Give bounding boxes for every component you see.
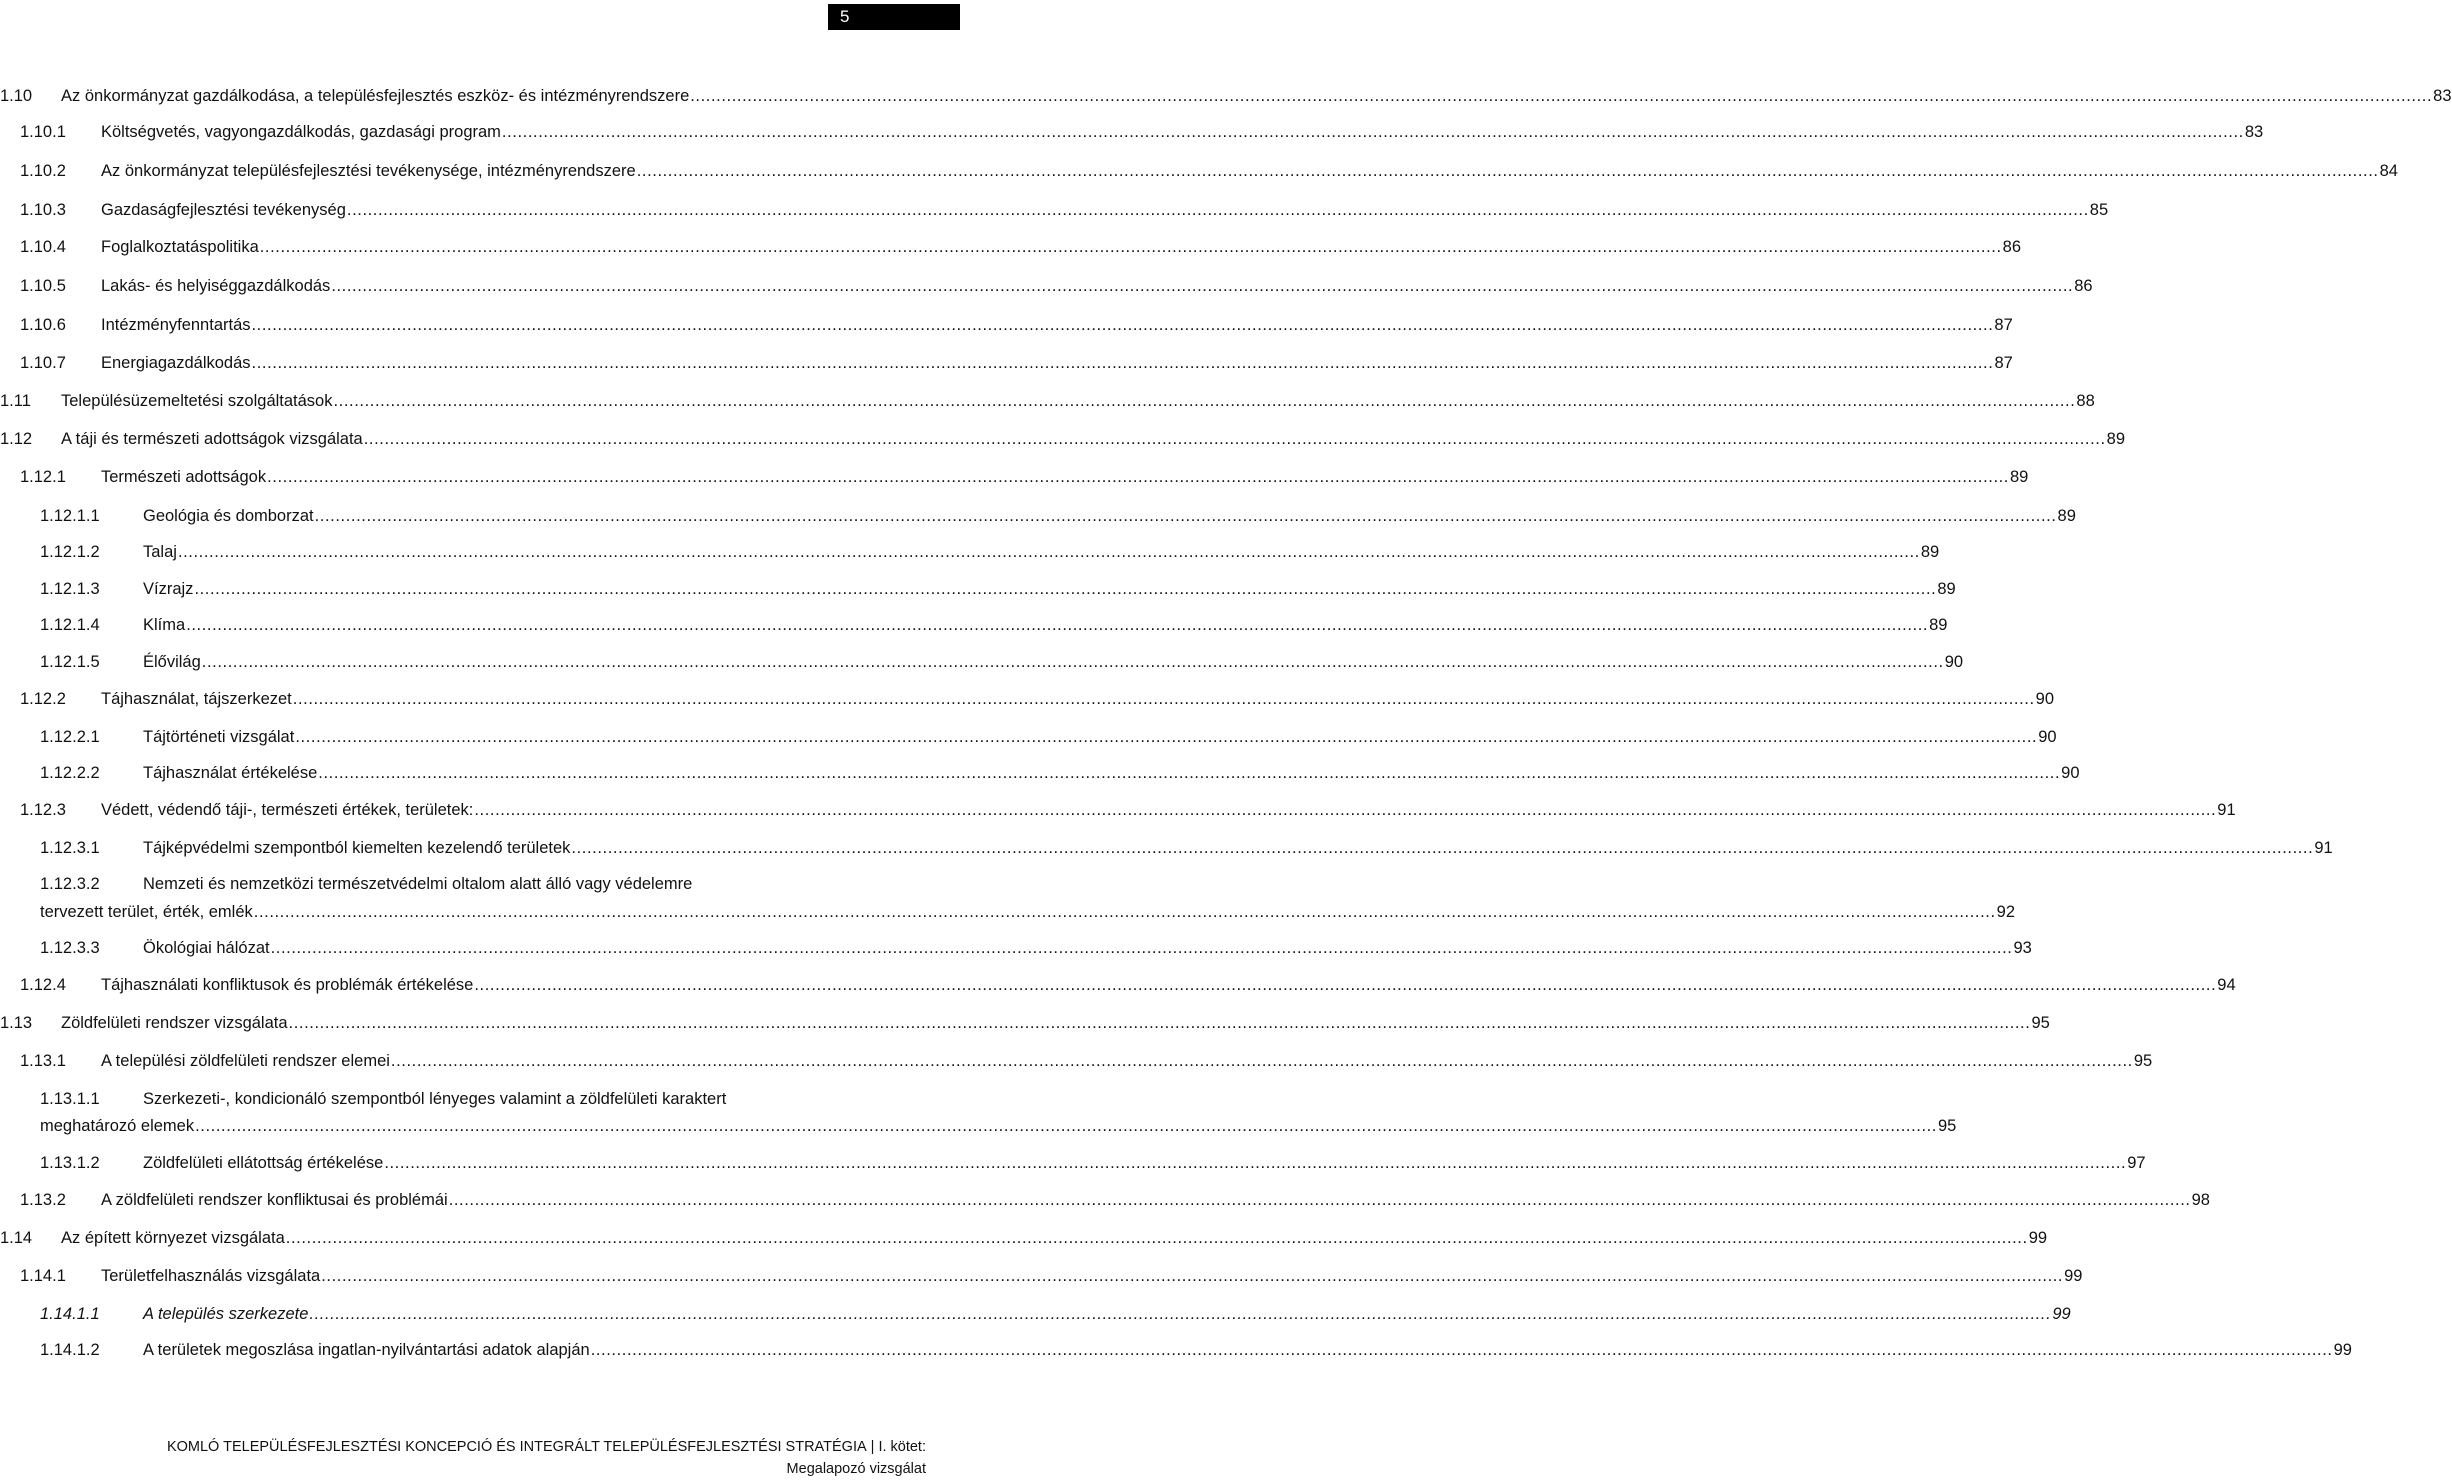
toc-entry-page: 99 xyxy=(2064,1267,2083,1285)
toc-entry-number: 1.14 xyxy=(0,1229,33,1247)
toc-entry-number: 1.12.1.3 xyxy=(40,580,100,598)
dot-leader xyxy=(474,798,2216,822)
dot-leader xyxy=(271,936,2013,960)
toc-entry-title: Élővilág xyxy=(143,653,201,671)
toc-entry-number: 1.12.2.2 xyxy=(40,764,100,782)
dot-leader xyxy=(260,235,2002,259)
toc-entry-page: 87 xyxy=(1994,354,2013,372)
toc-entry[interactable] xyxy=(40,725,2057,749)
toc-entry[interactable] xyxy=(20,798,2236,822)
toc-entry-page: 95 xyxy=(2031,1014,2050,1032)
toc-entry[interactable] xyxy=(40,1338,2352,1362)
toc-entry[interactable] xyxy=(40,577,1956,601)
toc-entry-title: Zöldfelületi ellátottság értékelése xyxy=(143,1154,384,1172)
toc-entry-page: 89 xyxy=(2010,468,2029,486)
dot-leader xyxy=(293,687,2035,711)
dot-leader xyxy=(315,504,2057,528)
dot-leader xyxy=(321,1264,2063,1288)
dot-leader xyxy=(331,274,2073,298)
toc-entry[interactable] xyxy=(20,687,2055,711)
toc-entry-number: 1.12.1 xyxy=(20,468,66,486)
toc-entry-page: 90 xyxy=(2061,764,2080,782)
toc-entry-number: 1.12.3.1 xyxy=(40,839,100,857)
footer-separator: | xyxy=(870,1439,875,1455)
toc-entry-title-continued: tervezett terület, érték, emlék xyxy=(40,903,253,921)
toc-entry-page: 90 xyxy=(2035,690,2055,708)
dot-leader xyxy=(178,540,1920,564)
toc-entry-page: 99 xyxy=(2028,1229,2048,1247)
toc-entry-number: 1.14.1.1 xyxy=(40,1305,100,1323)
toc-entry[interactable] xyxy=(20,120,2264,144)
toc-entry-title: Ökológiai hálózat xyxy=(143,939,270,957)
toc-entry-title: A táji és természeti adottságok vizsgálata xyxy=(61,430,363,448)
footer-document-title: KOMLÓ TELEPÜLÉSFEJLESZTÉSI KONCEPCIÓ ÉS INTEGRÁLT TELEPÜLÉSFEJLESZTÉSI STRATÉGIA xyxy=(166,1439,867,1455)
toc-entry[interactable] xyxy=(40,1114,1957,1138)
toc-entry-title: Az önkormányzat gazdálkodása, a településfejlesztés eszköz- és intézményrendszere xyxy=(61,87,690,105)
toc-entry[interactable] xyxy=(0,84,2452,108)
toc-entry-page: 99 xyxy=(2052,1305,2071,1323)
dot-leader xyxy=(334,389,2076,413)
toc-entry-page: 94 xyxy=(2217,976,2236,994)
dot-leader xyxy=(195,1114,1937,1138)
toc-entry-number: 1.13.1.1 xyxy=(40,1090,100,1108)
dot-leader xyxy=(289,1011,2031,1035)
toc-entry[interactable] xyxy=(40,613,1948,637)
toc-entry-number: 1.12.3.3 xyxy=(40,939,100,957)
dot-leader xyxy=(194,577,1936,601)
toc-entry-title: Foglalkoztatáspolitika xyxy=(101,238,259,256)
toc-entry-page: 83 xyxy=(2433,87,2452,105)
dot-leader xyxy=(267,465,2009,489)
toc-entry[interactable] xyxy=(20,973,2236,997)
toc-entry-number: 1.10 xyxy=(0,87,33,105)
toc-entry-number: 1.13.2 xyxy=(20,1191,66,1209)
toc-entry-wrapped[interactable] xyxy=(40,872,692,896)
toc-entry-number: 1.14.1.2 xyxy=(40,1341,100,1359)
toc-entry-title: Költségvetés, vagyongazdálkodás, gazdasági program xyxy=(101,123,501,141)
toc-entry-title: Klíma xyxy=(143,616,186,634)
dot-leader xyxy=(502,120,2244,144)
toc-entry[interactable] xyxy=(40,936,2032,960)
toc-entry-number: 1.10.4 xyxy=(20,238,66,256)
toc-entry-title: Talaj xyxy=(143,543,177,561)
toc-entry-number: 1.10.7 xyxy=(20,354,66,372)
toc-entry-page: 98 xyxy=(2191,1191,2210,1209)
toc-entry-title: Geológia és domborzat xyxy=(143,507,314,525)
dot-leader xyxy=(364,427,2106,451)
toc-entry-number: 1.12.1.2 xyxy=(40,543,100,561)
toc-entry[interactable] xyxy=(20,1264,2083,1288)
toc-entry[interactable] xyxy=(20,1188,2210,1212)
toc-entry-page: 97 xyxy=(2127,1154,2146,1172)
toc-entry[interactable] xyxy=(0,1226,2048,1250)
dot-leader xyxy=(252,313,1994,337)
toc-entry-page: 99 xyxy=(2333,1341,2352,1359)
toc-entry-title: Szerkezeti-, kondicionáló szempontból lényeges valamint a zöldfelületi karaktert xyxy=(143,1090,727,1108)
toc-entry-number: 1.12.4 xyxy=(20,976,66,994)
toc-entry-title: Tájképvédelmi szempontból kiemelten kezelendő területek xyxy=(143,839,571,857)
page-number-badge xyxy=(828,4,960,30)
toc-entry-number: 1.10.5 xyxy=(20,277,66,295)
dot-leader xyxy=(571,836,2313,860)
toc-entry-number: 1.12.2.1 xyxy=(40,728,100,746)
toc-entry-number: 1.13 xyxy=(0,1014,33,1032)
toc-entry-title: A település szerkezete xyxy=(143,1305,309,1323)
toc-entry[interactable] xyxy=(40,1151,2146,1175)
toc-entry-page: 89 xyxy=(1929,616,1948,634)
toc-entry-title: Természeti adottságok xyxy=(101,468,267,486)
toc-entry-title: Védett, védendő táji-, természeti értékek, területek: xyxy=(101,801,474,819)
toc-entry-title: Településüzemeltetési szolgáltatások xyxy=(61,392,333,410)
footer-line-1 xyxy=(0,1436,926,1458)
toc-entry-title: A települési zöldfelületi rendszer elemei xyxy=(101,1052,390,1070)
toc-entry-title: Az önkormányzat településfejlesztési tevékenysége, intézményrendszere xyxy=(101,162,636,180)
toc-entry-title: Zöldfelületi rendszer vizsgálata xyxy=(61,1014,288,1032)
toc-entry-number: 1.10.2 xyxy=(20,162,66,180)
toc-entry[interactable] xyxy=(40,650,1964,674)
dot-leader xyxy=(186,613,1928,637)
toc-entry-page: 87 xyxy=(1994,316,2013,334)
toc-entry-page: 86 xyxy=(2074,277,2093,295)
toc-entry-number: 1.12.1.4 xyxy=(40,616,100,634)
toc-entry[interactable] xyxy=(40,836,2333,860)
dot-leader xyxy=(318,761,2060,785)
footer-volume: I. kötet: xyxy=(878,1439,926,1455)
toc-entry-title: Tájhasználat, tájszerkezet xyxy=(101,690,292,708)
toc-entry[interactable] xyxy=(20,235,2022,259)
dot-leader xyxy=(384,1151,2126,1175)
dot-leader xyxy=(309,1302,2051,1326)
page-number: 5 xyxy=(840,7,850,26)
dot-leader xyxy=(391,1049,2133,1073)
toc-entry-title: Gazdaságfejlesztési tevékenység xyxy=(101,201,346,219)
toc-entry-title: Tájtörténeti vizsgálat xyxy=(143,728,295,746)
toc-entry-title: A területek megoszlása ingatlan-nyilvántartási adatok alapján xyxy=(143,1341,590,1359)
page-footer xyxy=(0,1436,926,1480)
toc-entry-number: 1.10.3 xyxy=(20,201,66,219)
dot-leader xyxy=(347,198,2089,222)
toc-entry-page: 88 xyxy=(2076,392,2095,410)
toc-entry-title: Az épített környezet vizsgálata xyxy=(61,1229,285,1247)
toc-entry-page: 92 xyxy=(1996,903,2016,921)
toc-entry-number: 1.13.1 xyxy=(20,1052,66,1070)
toc-entry-title: Energiagazdálkodás xyxy=(101,354,251,372)
toc-entry-wrapped[interactable] xyxy=(40,1087,726,1111)
toc-entry-title: Tájhasználati konfliktusok és problémák értékelése xyxy=(101,976,474,994)
dot-leader xyxy=(474,973,2216,997)
toc-entry-page: 89 xyxy=(1920,543,1940,561)
toc-entry-number: 1.12.3.2 xyxy=(40,875,100,893)
toc-entry-number: 1.12.1.5 xyxy=(40,653,100,671)
toc-entry-title: Lakás- és helyiséggazdálkodás xyxy=(101,277,331,295)
dot-leader xyxy=(286,1226,2028,1250)
toc-entry-title: A zöldfelületi rendszer konfliktusai és problémái xyxy=(101,1191,448,1209)
toc-entry[interactable] xyxy=(0,1011,2050,1035)
toc-entry-title: Nemzeti és nemzetközi természetvédelmi oltalom alatt álló vagy védelemre xyxy=(143,875,693,893)
footer-line-2: Megalapozó vizsgálat xyxy=(786,1461,926,1477)
toc-entry-page: 90 xyxy=(2038,728,2057,746)
toc-entry[interactable] xyxy=(20,274,2093,298)
toc-entry-title: Területfelhasználás vizsgálata xyxy=(101,1267,321,1285)
toc-entry-number: 1.13.1.2 xyxy=(40,1154,100,1172)
toc-entry-number: 1.10.6 xyxy=(20,316,66,334)
toc-entry[interactable] xyxy=(20,1049,2153,1073)
dot-leader xyxy=(449,1188,2191,1212)
toc-entry-page: 90 xyxy=(1944,653,1964,671)
toc-entry-page: 95 xyxy=(2133,1052,2153,1070)
dot-leader xyxy=(254,900,1996,924)
toc-entry[interactable] xyxy=(20,465,2029,489)
toc-entry-number: 1.12.3 xyxy=(20,801,66,819)
toc-entry[interactable] xyxy=(40,1302,2071,1326)
toc-entry-number: 1.14.1 xyxy=(20,1267,66,1285)
dot-leader xyxy=(295,725,2037,749)
toc-entry-page: 85 xyxy=(2089,201,2109,219)
toc-entry-page: 93 xyxy=(2013,939,2032,957)
toc-entry[interactable] xyxy=(0,427,2126,451)
toc-entry-number: 1.12.1.1 xyxy=(40,507,100,525)
toc-entry-title: Vízrajz xyxy=(143,580,194,598)
dot-leader xyxy=(690,84,2432,108)
toc-entry-page: 86 xyxy=(2002,238,2022,256)
toc-entry-title-continued: meghatározó elemek xyxy=(40,1117,195,1135)
dot-leader xyxy=(202,650,1944,674)
toc-entry-page: 83 xyxy=(2244,123,2264,141)
toc-entry[interactable] xyxy=(0,389,2095,413)
dot-leader xyxy=(252,351,1994,375)
toc-entry-page: 91 xyxy=(2217,801,2236,819)
toc-entry-page: 91 xyxy=(2314,839,2333,857)
toc-entry-title: Tájhasználat értékelése xyxy=(143,764,318,782)
toc-entry[interactable] xyxy=(20,313,2013,337)
toc-entry-page: 84 xyxy=(2379,162,2398,180)
toc-entry-number: 1.12.2 xyxy=(20,690,66,708)
toc-entry-title: Intézményfenntartás xyxy=(101,316,251,334)
toc-entry-number: 1.12 xyxy=(0,430,33,448)
toc-entry-page: 89 xyxy=(2106,430,2126,448)
toc-entry-page: 89 xyxy=(1937,580,1956,598)
toc-entry-page: 95 xyxy=(1938,1117,1957,1135)
dot-leader xyxy=(637,159,2379,183)
toc-entry-number: 1.10.1 xyxy=(20,123,66,141)
toc-entry[interactable] xyxy=(40,761,2080,785)
toc-entry-page: 89 xyxy=(2057,507,2076,525)
toc-entry-number: 1.11 xyxy=(0,392,31,410)
toc-entry[interactable] xyxy=(40,540,1940,564)
toc-entry[interactable] xyxy=(20,351,2013,375)
toc-entry[interactable] xyxy=(20,159,2398,183)
toc-entry[interactable] xyxy=(40,900,2016,924)
toc-entry[interactable] xyxy=(40,504,2076,528)
toc-entry[interactable] xyxy=(20,198,2109,222)
dot-leader xyxy=(591,1338,2333,1362)
